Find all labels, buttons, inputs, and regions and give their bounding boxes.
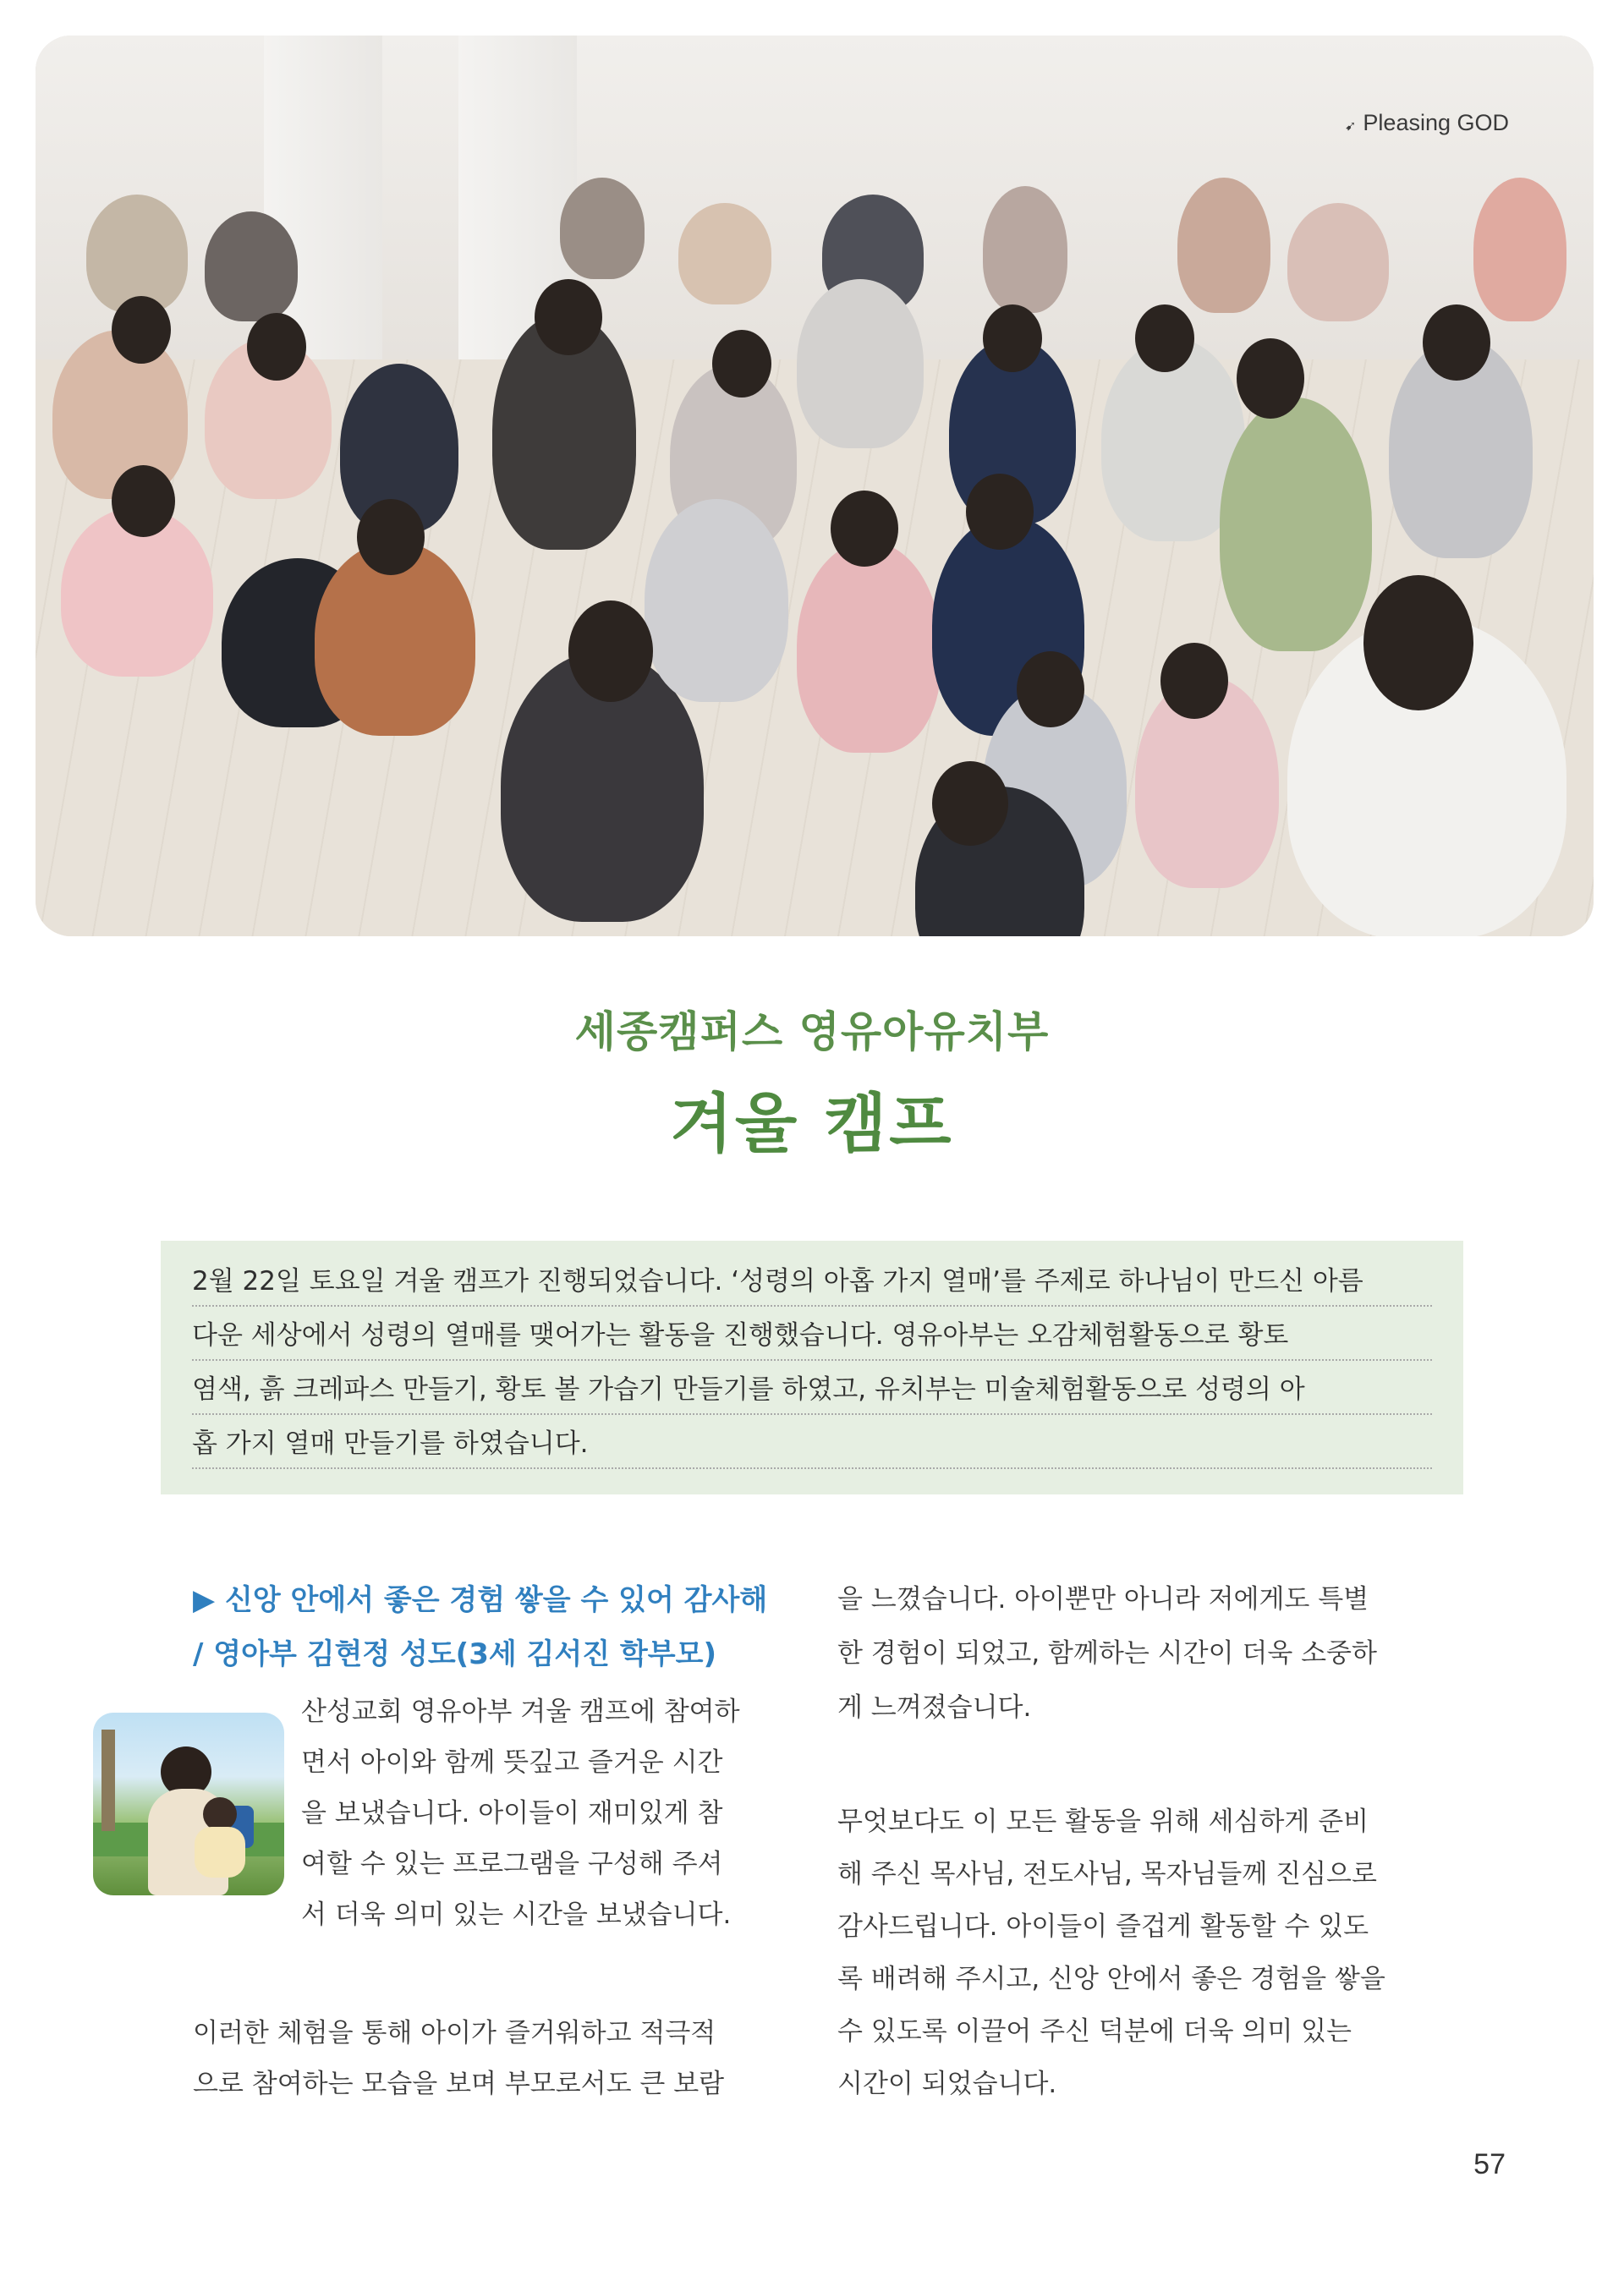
body-line: 시간이 되었습니다. bbox=[837, 2069, 1057, 2099]
body-line: 한 경험이 되었고, 함께하는 시간이 더욱 소중하 bbox=[837, 1638, 1377, 1669]
body-line: 면서 아이와 함께 뜻깊고 즐거운 시간 bbox=[301, 1747, 723, 1778]
intro-line: 홉 가지 열매 만들기를 하였습니다. bbox=[192, 1420, 1432, 1469]
body-line: 록 배려해 주시고, 신앙 안에서 좋은 경험을 쌓을 bbox=[837, 1964, 1385, 1994]
body-line: 을 보냈습니다. 아이들이 재미있게 참 bbox=[301, 1798, 723, 1829]
author-photo bbox=[93, 1713, 284, 1895]
page-subtitle: 세종캠퍼스 영유아유치부 bbox=[574, 1007, 1050, 1056]
body-line: 해 주신 목사님, 전도사님, 목자님들께 진심으로 bbox=[837, 1859, 1377, 1889]
article-heading: ▶ 신앙 안에서 좋은 경험 쌓을 수 있어 감사해 bbox=[193, 1583, 768, 1617]
body-line: 산성교회 영유아부 겨울 캠프에 참여하 bbox=[301, 1697, 740, 1727]
body-line: 으로 참여하는 모습을 보며 부모로서도 큰 보람 bbox=[193, 2069, 725, 2099]
body-line: 무엇보다도 이 모든 활동을 위해 세심하게 준비 bbox=[837, 1807, 1369, 1837]
article-heading-author: / 영아부 김현정 성도(3세 김서진 학부모) bbox=[193, 1637, 716, 1671]
body-line: 수 있도록 이끌어 주신 덕분에 더욱 의미 있는 bbox=[837, 2016, 1352, 2047]
body-line: 이러한 체험을 통해 아이가 즐거워하고 적극적 bbox=[193, 2018, 716, 2048]
page-title: 겨울 캠프 bbox=[670, 1086, 954, 1161]
body-line: 게 느껴졌습니다. bbox=[837, 1692, 1032, 1723]
intro-line: 2월 22일 토요일 겨울 캠프가 진행되었습니다. ‘성령의 아홉 가지 열매’를 주제로 하나님이 만드신 아름 bbox=[192, 1258, 1432, 1307]
arrow-icon: ➹ bbox=[1345, 119, 1357, 134]
body-line: 서 더욱 의미 있는 시간을 보냈습니다. bbox=[301, 1900, 732, 1930]
page-number: 57 bbox=[1473, 2148, 1506, 2180]
body-line: 여할 수 있는 프로그램을 구성해 주셔 bbox=[301, 1849, 723, 1879]
intro-line: 다운 세상에서 성령의 열매를 맺어가는 활동을 진행했습니다. 영유아부는 오감체험활동으로 황토 bbox=[192, 1312, 1432, 1361]
hero-caption: ➹ Pleasing GOD bbox=[1345, 110, 1509, 135]
hero-photo bbox=[36, 36, 1594, 936]
hero-crowd bbox=[36, 144, 1594, 936]
intro-box bbox=[161, 1241, 1463, 1494]
body-line: 감사드립니다. 아이들이 즐겁게 활동할 수 있도 bbox=[837, 1911, 1369, 1942]
intro-line: 염색, 흙 크레파스 만들기, 황토 볼 가습기 만들기를 하였고, 유치부는 미술체험활동으로 성령의 아 bbox=[192, 1366, 1432, 1415]
body-line: 을 느꼈습니다. 아이뿐만 아니라 저에게도 특별 bbox=[837, 1584, 1369, 1615]
